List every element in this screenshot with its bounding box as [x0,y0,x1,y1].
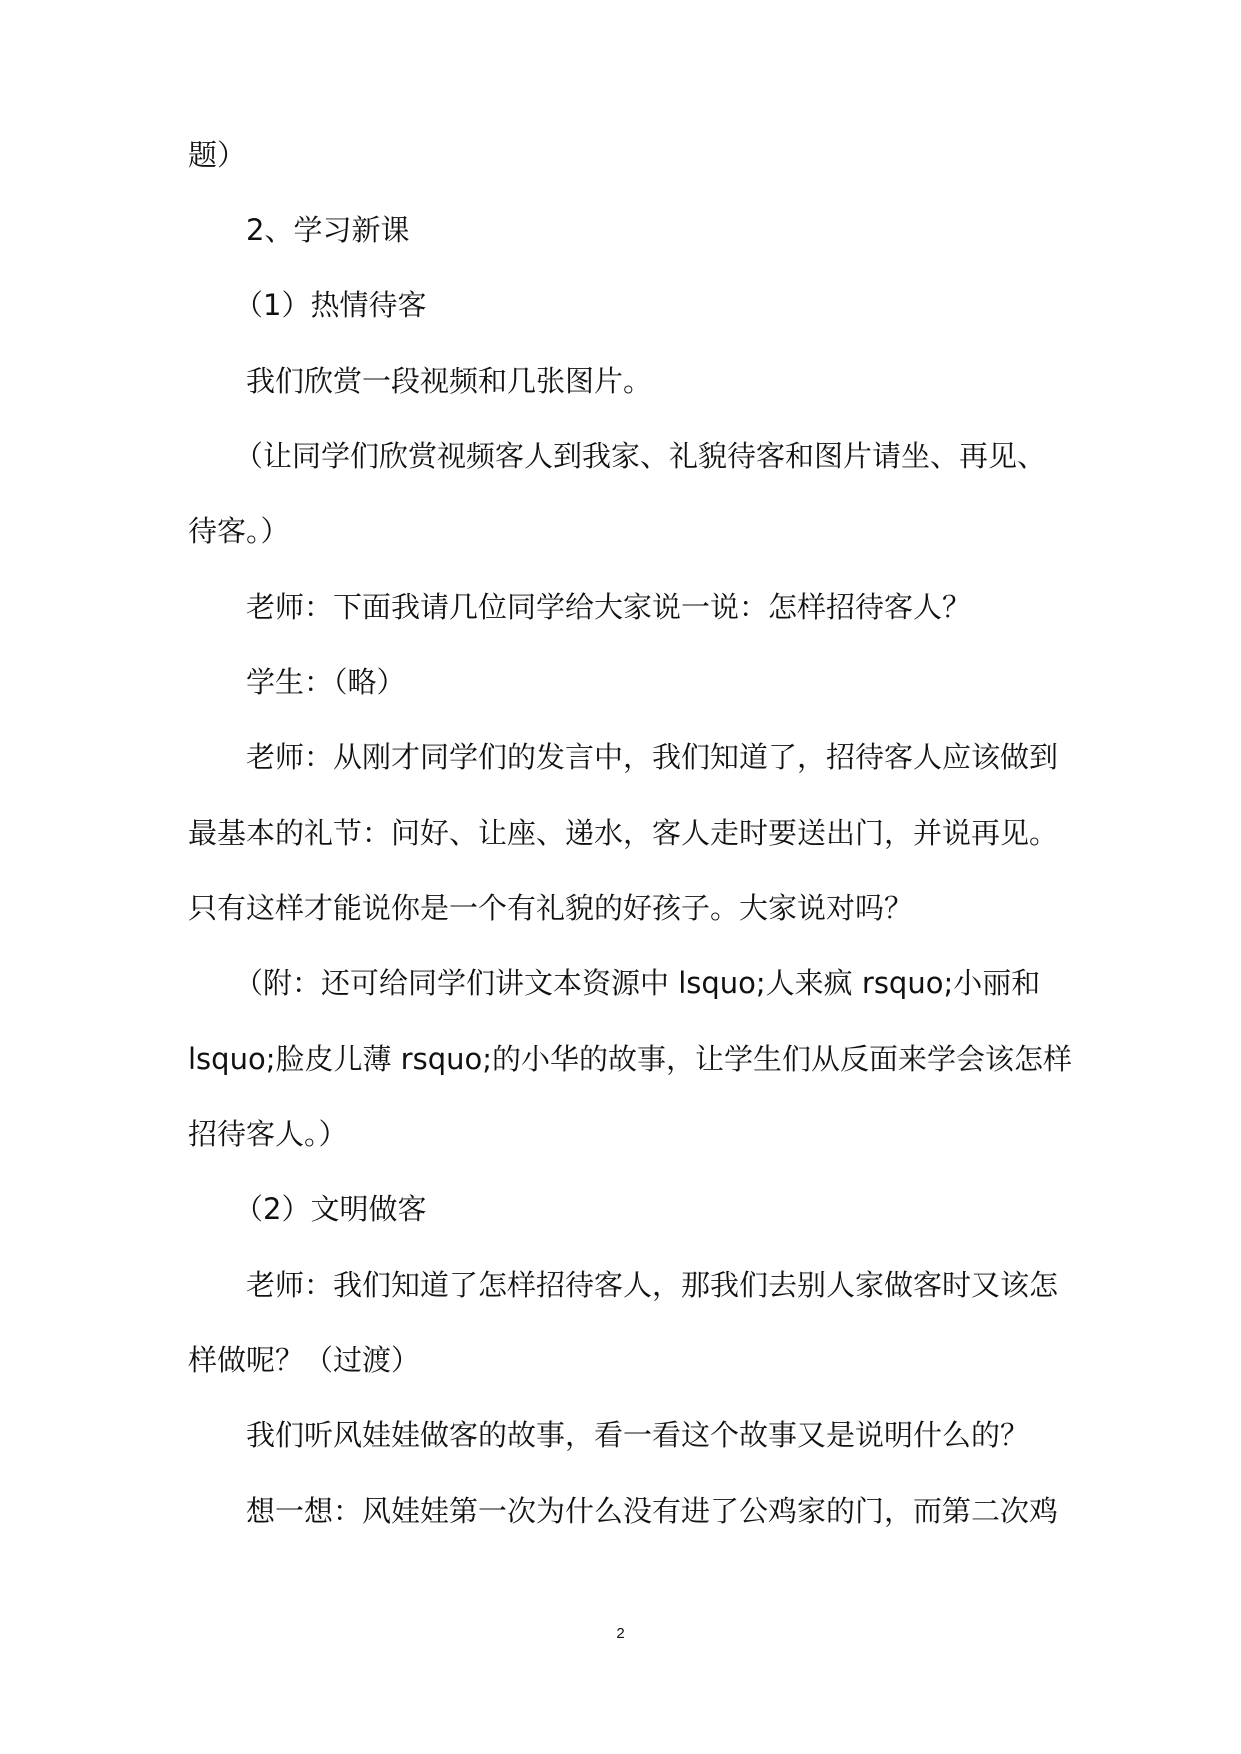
subsection-heading: （2）文明做客 [234,1192,427,1226]
subsection-heading: （1）热情待客 [234,288,427,322]
text-line: 招待客人。） [188,1117,348,1151]
section-heading: 2、学习新课 [246,213,410,247]
text-line: 样做呢？（过渡） [188,1343,421,1377]
text-line: 我们听风娃娃做客的故事，看一看这个故事又是说明什么的？ [246,1418,1030,1452]
text-line: 老师：下面我请几位同学给大家说一说：怎样招待客人？ [246,590,972,624]
text-line: 老师：我们知道了怎样招待客人，那我们去别人家做客时又该怎 [246,1268,1059,1302]
text-line: 只有这样才能说你是一个有礼貌的好孩子。大家说对吗？ [188,891,914,925]
text-line: （让同学们欣赏视频客人到我家、礼貌待客和图片请坐、再见、 [234,439,1047,473]
text-line: 题） [188,138,247,172]
text-line: 想一想：风娃娃第一次为什么没有进了公鸡家的门，而第二次鸡 [246,1494,1059,1528]
page-number: 2 [616,1625,625,1642]
text-line: 最基本的礼节：问好、让座、递水，客人走时要送出门，并说再见。 [188,816,1059,850]
text-line: 待客。） [188,514,290,548]
text-line: 学生：（略） [246,665,406,699]
text-line: 老师：从刚才同学们的发言中，我们知道了，招待客人应该做到 [246,740,1059,774]
text-line: lsquo;脸皮儿薄 rsquo;的小华的故事，让学生们从反面来学会该怎样 [188,1042,1073,1076]
text-line: 我们欣赏一段视频和几张图片。 [246,364,653,398]
text-line: （附：还可给同学们讲文本资源中 lsquo;人来疯 rsquo;小丽和 [234,966,1041,1000]
